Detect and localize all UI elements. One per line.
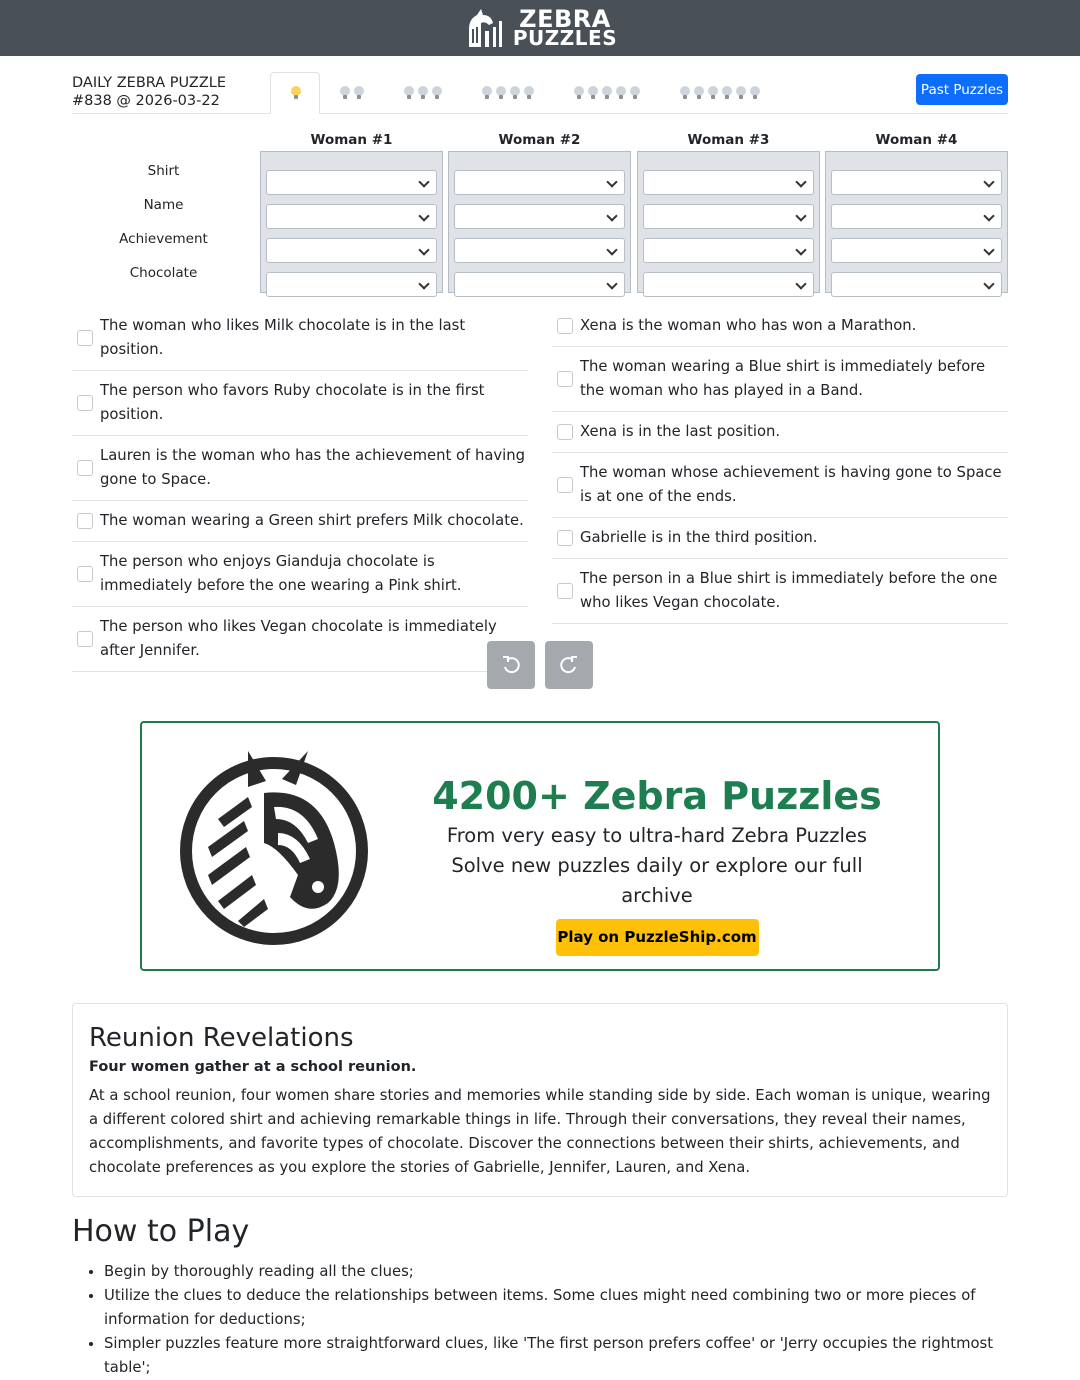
name-select-woman-2[interactable] [454,204,625,229]
clue-text: Gabrielle is in the third position. [580,529,818,546]
lightbulb-icon [574,86,584,100]
clue-text: Xena is the woman who has won a Marathon. [580,317,917,334]
clue-item[interactable] [552,518,1008,559]
clue-item[interactable] [72,542,528,607]
redo-button[interactable] [545,641,593,689]
puzzle-title [72,74,226,110]
promo-title: 4200+ Zebra Puzzles [432,774,882,818]
clue-checkbox[interactable] [77,395,93,411]
promo-subtitle-1: From very easy to ultra-hard Zebra Puzzles [446,824,868,847]
clues-left-column [72,306,528,672]
site-logo[interactable] [463,7,617,49]
clue-item[interactable] [552,347,1008,412]
how-to-play-list [72,1260,1008,1380]
clue-text: The woman wearing a Blue shirt is immediately before the woman who has played in a Band. [580,358,986,399]
how-to-play-item: • Simpler puzzles feature more straightforward clues, like 'The first person prefers coffee' or 'Jerry occupies the rightmost table'; [104,1332,1008,1380]
clue-item[interactable] [72,306,528,371]
name-select-woman-1[interactable] [266,204,437,229]
chocolate-select-woman-4[interactable] [831,272,1002,297]
lightbulb-icon [404,86,414,100]
difficulty-tab-5[interactable] [554,72,660,114]
clue-checkbox[interactable] [557,424,573,440]
lightbulb-icon [354,86,364,100]
column-woman-3 [637,151,820,293]
puzzle-header [72,72,1008,114]
lightbulb-icon [524,86,534,100]
name-select-woman-4[interactable] [831,204,1002,229]
row-label-shirt: Shirt [147,163,180,179]
lightbulb-icon [750,86,760,100]
zebra-logo-icon [463,7,507,49]
story-body: At a school reunion, four women share stories and memories while standing side by side. Each woman is unique, wearing a different colored shirt and achieving remarkable things in life. Through their conversations, they reveal their names, accomplishments, and favorite types of chocolate. Discover the connections between their shirts, achievements, and chocolate preferences as you explore the stories of Gabrielle, Jennifer, Lauren, and Xena. [89,1087,991,1176]
row-label-chocolate: Chocolate [129,265,198,281]
chocolate-select-woman-3[interactable] [643,272,814,297]
clue-text: The person in a Blue shirt is immediately before the one who likes Vegan chocolate. [580,570,998,611]
lightbulb-icon [708,86,718,100]
row-label-name: Name [143,197,184,213]
clue-checkbox[interactable] [557,318,573,334]
clue-text: Lauren is the woman who has the achievement of having gone to Space. [100,447,526,488]
lightbulb-icon [432,86,442,100]
how-to-play-title: How to Play [72,1214,250,1249]
achievement-select-woman-2[interactable] [454,238,625,263]
clue-item[interactable] [72,371,528,436]
column-header-woman-2: Woman #2 [498,132,581,148]
clue-text: The person who favors Ruby chocolate is in the first position. [100,382,485,423]
solution-grid [72,130,1008,294]
clue-checkbox[interactable] [77,460,93,476]
row-label-achievement: Achievement [119,231,208,247]
lightbulb-icon [694,86,704,100]
puzzleship-promo [140,721,940,971]
achievement-select-woman-1[interactable] [266,238,437,263]
difficulty-tab-3[interactable] [384,72,462,114]
column-woman-1 [260,151,443,293]
shirt-select-woman-4[interactable] [831,170,1002,195]
zebra-head-icon [178,747,370,945]
column-woman-4 [825,151,1008,293]
undo-icon [501,655,521,675]
clue-checkbox[interactable] [557,371,573,387]
clue-item[interactable] [72,501,528,542]
clue-item[interactable] [552,559,1008,624]
top-navbar [0,0,1080,56]
logo-text-zebra: ZEBRA [519,5,611,34]
clue-checkbox[interactable] [77,513,93,529]
how-to-play-section [72,1212,1008,1380]
clue-checkbox[interactable] [557,583,573,599]
past-puzzles-button[interactable]: Past Puzzles [916,74,1008,105]
column-header-woman-4: Woman #4 [875,132,958,148]
lightbulb-icon [616,86,626,100]
puzzle-title-line1: DAILY ZEBRA PUZZLE [72,75,226,91]
story-title: Reunion Revelations [89,1023,354,1053]
history-controls [72,641,1008,689]
difficulty-tab-2[interactable] [320,72,384,114]
clue-text: The person who likes Vegan chocolate is immediately after Jennifer. [100,618,497,659]
how-to-play-item: • Utilize the clues to deduce the relationships between items. Some clues might need combining two or more pieces of information for deductions; [104,1284,1008,1332]
shirt-select-woman-1[interactable] [266,170,437,195]
lightbulb-icon [588,86,598,100]
clues-section [72,306,1008,659]
clue-text: The person who enjoys Gianduja chocolate is immediately before the one wearing a Pink shirt. [100,553,462,594]
difficulty-tab-4[interactable] [462,72,554,114]
clue-text: The woman who likes Milk chocolate is in the last position. [100,317,466,358]
puzzle-title-line2: #838 @ 2026-03-22 [72,93,220,109]
promo-subtitle-2: Solve new puzzles daily or explore our full archive [451,854,863,907]
puzzle-story-card [72,1003,1008,1197]
how-to-play-item: • Begin by thoroughly reading all the clues; [104,1260,1008,1284]
redo-icon [559,655,579,675]
column-woman-2 [448,151,631,293]
clue-text: The woman wearing a Green shirt prefers Milk chocolate. [100,512,524,529]
clue-item[interactable] [552,453,1008,518]
clue-checkbox[interactable] [77,330,93,346]
achievement-select-woman-3[interactable] [643,238,814,263]
lightbulb-icon [680,86,690,100]
name-select-woman-3[interactable] [643,204,814,229]
lightbulb-icon [482,86,492,100]
column-header-woman-1: Woman #1 [310,132,393,148]
chocolate-select-woman-2[interactable] [454,272,625,297]
clue-item[interactable] [72,436,528,501]
lightbulb-icon [510,86,520,100]
clue-checkbox[interactable] [557,477,573,493]
lightbulb-icon [340,86,350,100]
difficulty-tabs [270,72,780,114]
clue-text: Xena is in the last position. [580,423,781,440]
difficulty-tab-1[interactable] [270,72,320,114]
clue-item[interactable] [552,412,1008,453]
chocolate-select-woman-1[interactable] [266,272,437,297]
undo-button[interactable] [487,641,535,689]
story-lead: Four women gather at a school reunion. [89,1059,417,1075]
logo-text-puzzles: PUZZLES [512,25,618,50]
difficulty-tab-6[interactable] [660,72,780,114]
clue-checkbox[interactable] [77,566,93,582]
column-header-woman-3: Woman #3 [687,132,770,148]
lightbulb-icon [496,86,506,100]
lightbulb-icon [630,86,640,100]
clue-item[interactable] [552,306,1008,347]
clues-right-column [552,306,1008,624]
clue-text: The woman whose achievement is having gone to Space is at one of the ends. [580,464,1002,505]
lightbulb-icon [602,86,612,100]
clue-checkbox[interactable] [557,530,573,546]
lightbulb-icon [722,86,732,100]
lightbulb-icon [418,86,428,100]
shirt-select-woman-3[interactable] [643,170,814,195]
shirt-select-woman-2[interactable] [454,170,625,195]
lightbulb-icon [291,86,299,100]
play-puzzleship-button[interactable]: Play on PuzzleShip.com [556,919,759,956]
lightbulb-icon [736,86,746,100]
achievement-select-woman-4[interactable] [831,238,1002,263]
